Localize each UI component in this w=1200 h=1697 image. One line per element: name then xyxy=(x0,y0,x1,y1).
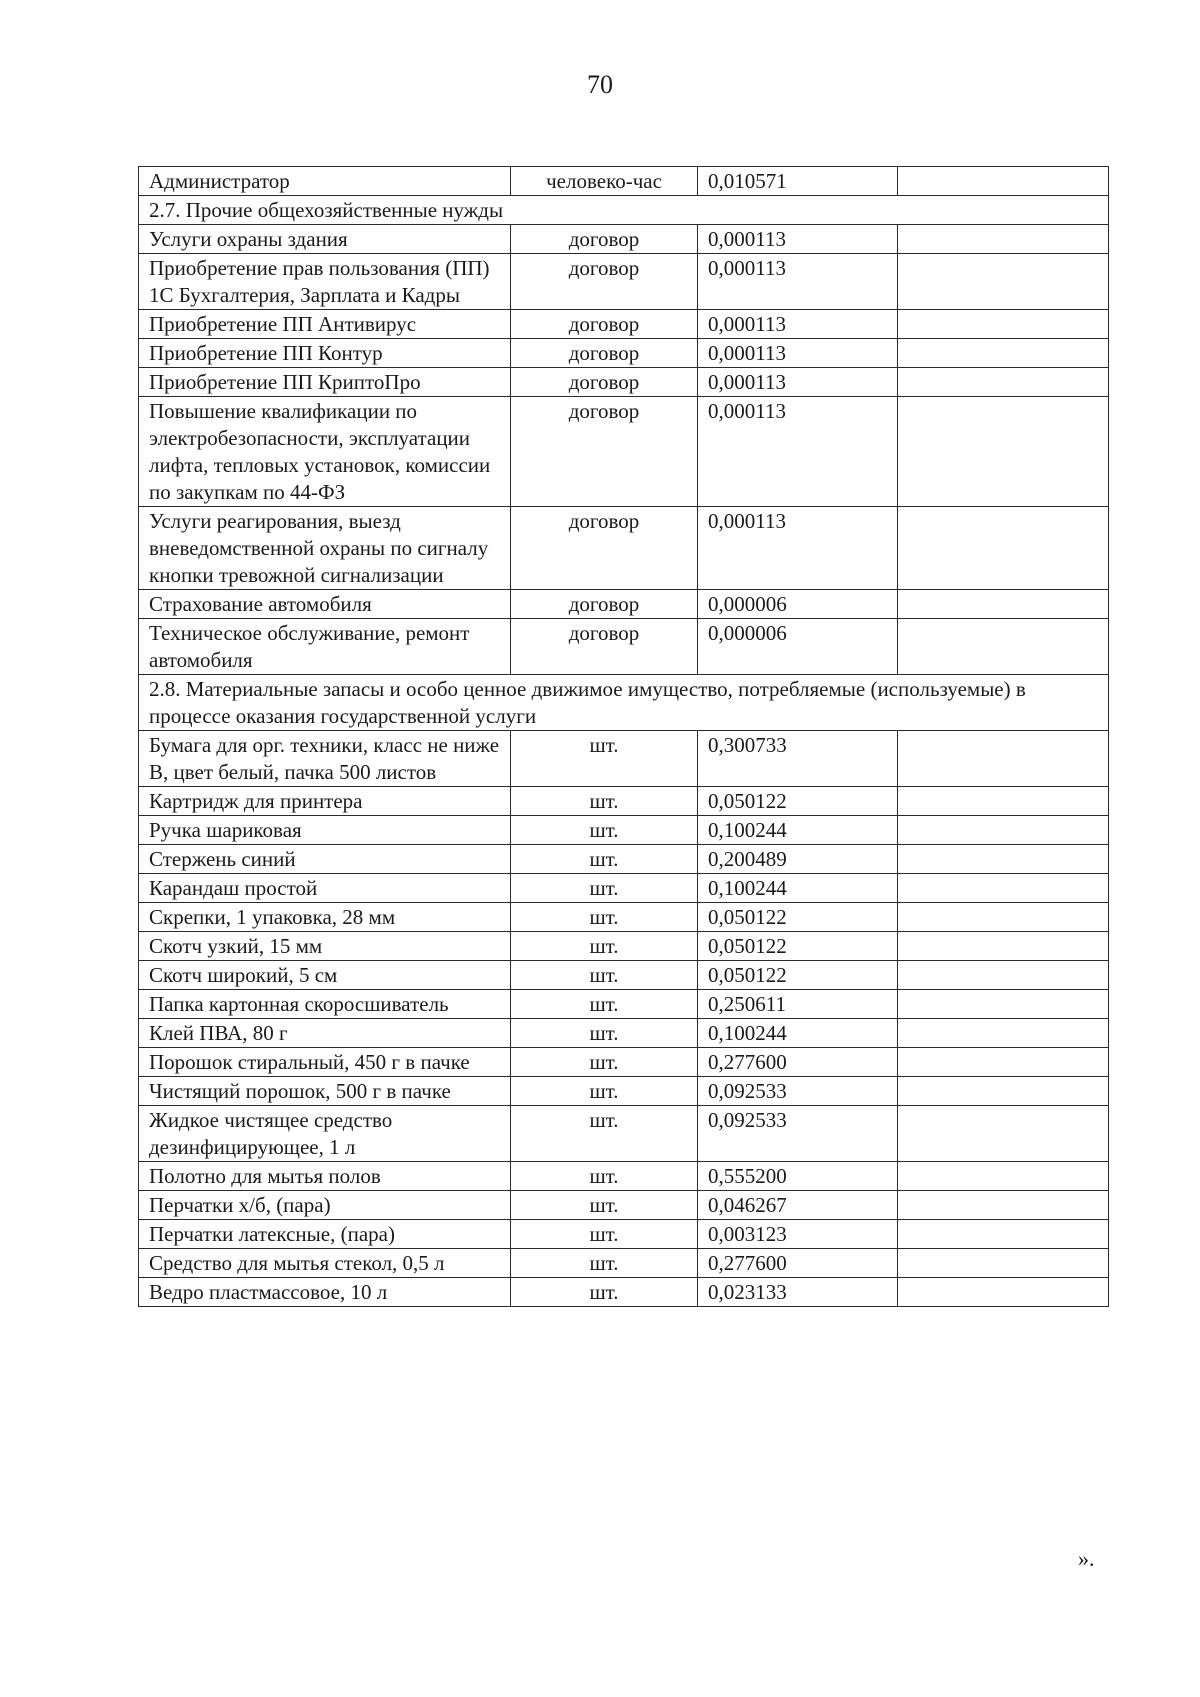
item-unit: договор xyxy=(511,254,698,310)
table-row xyxy=(139,1249,1109,1278)
item-empty-cell xyxy=(898,990,1109,1019)
item-empty-cell xyxy=(898,961,1109,990)
item-empty-cell xyxy=(898,1220,1109,1249)
item-unit: шт. xyxy=(511,990,698,1019)
table-row xyxy=(139,845,1109,874)
item-name: Порошок стиральный, 450 г в пачке xyxy=(139,1048,511,1077)
section-header-row xyxy=(139,675,1109,731)
item-name: Скрепки, 1 упаковка, 28 мм xyxy=(139,903,511,932)
table-row xyxy=(139,507,1109,590)
item-name: Скотч широкий, 5 см xyxy=(139,961,511,990)
item-value: 0,023133 xyxy=(698,1278,898,1307)
item-empty-cell xyxy=(898,1191,1109,1220)
item-value: 0,000006 xyxy=(698,619,898,675)
table-row xyxy=(139,932,1109,961)
item-unit: человеко-час xyxy=(511,167,698,196)
item-name: Чистящий порошок, 500 г в пачке xyxy=(139,1077,511,1106)
page-number: 70 xyxy=(587,70,613,99)
item-name: Средство для мытья стекол, 0,5 л xyxy=(139,1249,511,1278)
table-row xyxy=(139,1077,1109,1106)
item-unit: шт. xyxy=(511,816,698,845)
item-value: 0,000113 xyxy=(698,368,898,397)
item-empty-cell xyxy=(898,874,1109,903)
item-unit: шт. xyxy=(511,845,698,874)
item-value: 0,010571 xyxy=(698,167,898,196)
item-name: Услуги реагирования, выезд вневедомственной охраны по сигналу кнопки тревожной сигнализации xyxy=(139,507,511,590)
closing-quote: ». xyxy=(1078,1546,1095,1571)
item-value: 0,050122 xyxy=(698,932,898,961)
table-row xyxy=(139,310,1109,339)
item-name: Приобретение ПП Антивирус xyxy=(139,310,511,339)
item-name: Папка картонная скоросшиватель xyxy=(139,990,511,1019)
item-value: 0,000113 xyxy=(698,310,898,339)
item-name: Клей ПВА, 80 г xyxy=(139,1019,511,1048)
item-empty-cell xyxy=(898,1077,1109,1106)
item-name: Перчатки латексные, (пара) xyxy=(139,1220,511,1249)
item-value: 0,100244 xyxy=(698,1019,898,1048)
table-row xyxy=(139,397,1109,507)
item-unit: договор xyxy=(511,310,698,339)
item-value: 0,000113 xyxy=(698,339,898,368)
table-row xyxy=(139,619,1109,675)
item-name: Бумага для орг. техники, класс не ниже В, цвет белый, пачка 500 листов xyxy=(139,731,511,787)
item-name: Приобретение прав пользования (ПП) 1С Бухгалтерия, Зарплата и Кадры xyxy=(139,254,511,310)
table-row xyxy=(139,1191,1109,1220)
item-name: Услуги охраны здания xyxy=(139,225,511,254)
table-row xyxy=(139,990,1109,1019)
item-unit: шт. xyxy=(511,903,698,932)
table-row xyxy=(139,167,1109,196)
item-unit: договор xyxy=(511,368,698,397)
item-empty-cell xyxy=(898,310,1109,339)
item-value: 0,050122 xyxy=(698,903,898,932)
item-unit: шт. xyxy=(511,1278,698,1307)
item-value: 0,092533 xyxy=(698,1106,898,1162)
table-row xyxy=(139,254,1109,310)
table-row xyxy=(139,1162,1109,1191)
item-name: Жидкое чистящее средство дезинфицирующее, 1 л xyxy=(139,1106,511,1162)
item-unit: шт. xyxy=(511,1162,698,1191)
item-value: 0,277600 xyxy=(698,1048,898,1077)
item-unit: договор xyxy=(511,339,698,368)
table-row xyxy=(139,787,1109,816)
item-name: Повышение квалификации по электробезопасности, эксплуатации лифта, тепловых установок, комиссии по закупкам по 44-ФЗ xyxy=(139,397,511,507)
table-row xyxy=(139,1106,1109,1162)
item-name: Техническое обслуживание, ремонт автомобиля xyxy=(139,619,511,675)
item-unit: договор xyxy=(511,590,698,619)
item-empty-cell xyxy=(898,507,1109,590)
item-empty-cell xyxy=(898,816,1109,845)
item-unit: шт. xyxy=(511,1077,698,1106)
item-value: 0,092533 xyxy=(698,1077,898,1106)
item-value: 0,000113 xyxy=(698,397,898,507)
item-name: Администратор xyxy=(139,167,511,196)
item-empty-cell xyxy=(898,368,1109,397)
item-unit: шт. xyxy=(511,1106,698,1162)
item-empty-cell xyxy=(898,932,1109,961)
item-empty-cell xyxy=(898,254,1109,310)
section-header-row xyxy=(139,196,1109,225)
item-empty-cell xyxy=(898,1048,1109,1077)
item-unit: договор xyxy=(511,225,698,254)
item-value: 0,277600 xyxy=(698,1249,898,1278)
item-value: 0,555200 xyxy=(698,1162,898,1191)
item-unit: шт. xyxy=(511,932,698,961)
table-row xyxy=(139,816,1109,845)
item-empty-cell xyxy=(898,397,1109,507)
item-empty-cell xyxy=(898,1278,1109,1307)
item-unit: шт. xyxy=(511,1220,698,1249)
norms-table xyxy=(138,166,1109,1307)
table-row xyxy=(139,225,1109,254)
item-unit: шт. xyxy=(511,787,698,816)
table-row xyxy=(139,339,1109,368)
item-empty-cell xyxy=(898,903,1109,932)
item-value: 0,046267 xyxy=(698,1191,898,1220)
item-empty-cell xyxy=(898,225,1109,254)
item-value: 0,000113 xyxy=(698,507,898,590)
section-title: 2.7. Прочие общехозяйственные нужды xyxy=(139,196,1109,225)
item-value: 0,200489 xyxy=(698,845,898,874)
item-value: 0,300733 xyxy=(698,731,898,787)
item-value: 0,050122 xyxy=(698,961,898,990)
item-unit: шт. xyxy=(511,874,698,903)
item-empty-cell xyxy=(898,1249,1109,1278)
item-unit: шт. xyxy=(511,961,698,990)
item-unit: шт. xyxy=(511,1019,698,1048)
table-row xyxy=(139,731,1109,787)
norms-table-body xyxy=(139,167,1109,1307)
item-unit: договор xyxy=(511,507,698,590)
item-unit: договор xyxy=(511,397,698,507)
item-name: Стержень синий xyxy=(139,845,511,874)
item-empty-cell xyxy=(898,1019,1109,1048)
item-value: 0,050122 xyxy=(698,787,898,816)
section-title: 2.8. Материальные запасы и особо ценное движимое имущество, потребляемые (используемые) в процессе оказания государственной услуги xyxy=(139,675,1109,731)
table-row xyxy=(139,368,1109,397)
item-empty-cell xyxy=(898,619,1109,675)
item-empty-cell xyxy=(898,1106,1109,1162)
item-empty-cell xyxy=(898,787,1109,816)
item-name: Приобретение ПП КриптоПро xyxy=(139,368,511,397)
item-empty-cell xyxy=(898,731,1109,787)
table-row xyxy=(139,874,1109,903)
table-row xyxy=(139,1278,1109,1307)
item-unit: договор xyxy=(511,619,698,675)
item-unit: шт. xyxy=(511,1249,698,1278)
item-name: Карандаш простой xyxy=(139,874,511,903)
table-row xyxy=(139,1019,1109,1048)
item-empty-cell xyxy=(898,167,1109,196)
item-empty-cell xyxy=(898,339,1109,368)
item-empty-cell xyxy=(898,845,1109,874)
item-name: Ведро пластмассовое, 10 л xyxy=(139,1278,511,1307)
item-name: Полотно для мытья полов xyxy=(139,1162,511,1191)
item-value: 0,100244 xyxy=(698,816,898,845)
item-empty-cell xyxy=(898,1162,1109,1191)
item-unit: шт. xyxy=(511,1048,698,1077)
item-unit: шт. xyxy=(511,731,698,787)
item-value: 0,000006 xyxy=(698,590,898,619)
table-row xyxy=(139,590,1109,619)
item-name: Картридж для принтера xyxy=(139,787,511,816)
table-row xyxy=(139,1220,1109,1249)
table-row xyxy=(139,1048,1109,1077)
item-value: 0,003123 xyxy=(698,1220,898,1249)
item-name: Скотч узкий, 15 мм xyxy=(139,932,511,961)
table-row xyxy=(139,903,1109,932)
table-row xyxy=(139,961,1109,990)
item-name: Страхование автомобиля xyxy=(139,590,511,619)
item-value: 0,250611 xyxy=(698,990,898,1019)
item-value: 0,100244 xyxy=(698,874,898,903)
item-unit: шт. xyxy=(511,1191,698,1220)
item-name: Приобретение ПП Контур xyxy=(139,339,511,368)
item-name: Перчатки х/б, (пара) xyxy=(139,1191,511,1220)
item-value: 0,000113 xyxy=(698,225,898,254)
item-value: 0,000113 xyxy=(698,254,898,310)
item-name: Ручка шариковая xyxy=(139,816,511,845)
item-empty-cell xyxy=(898,590,1109,619)
